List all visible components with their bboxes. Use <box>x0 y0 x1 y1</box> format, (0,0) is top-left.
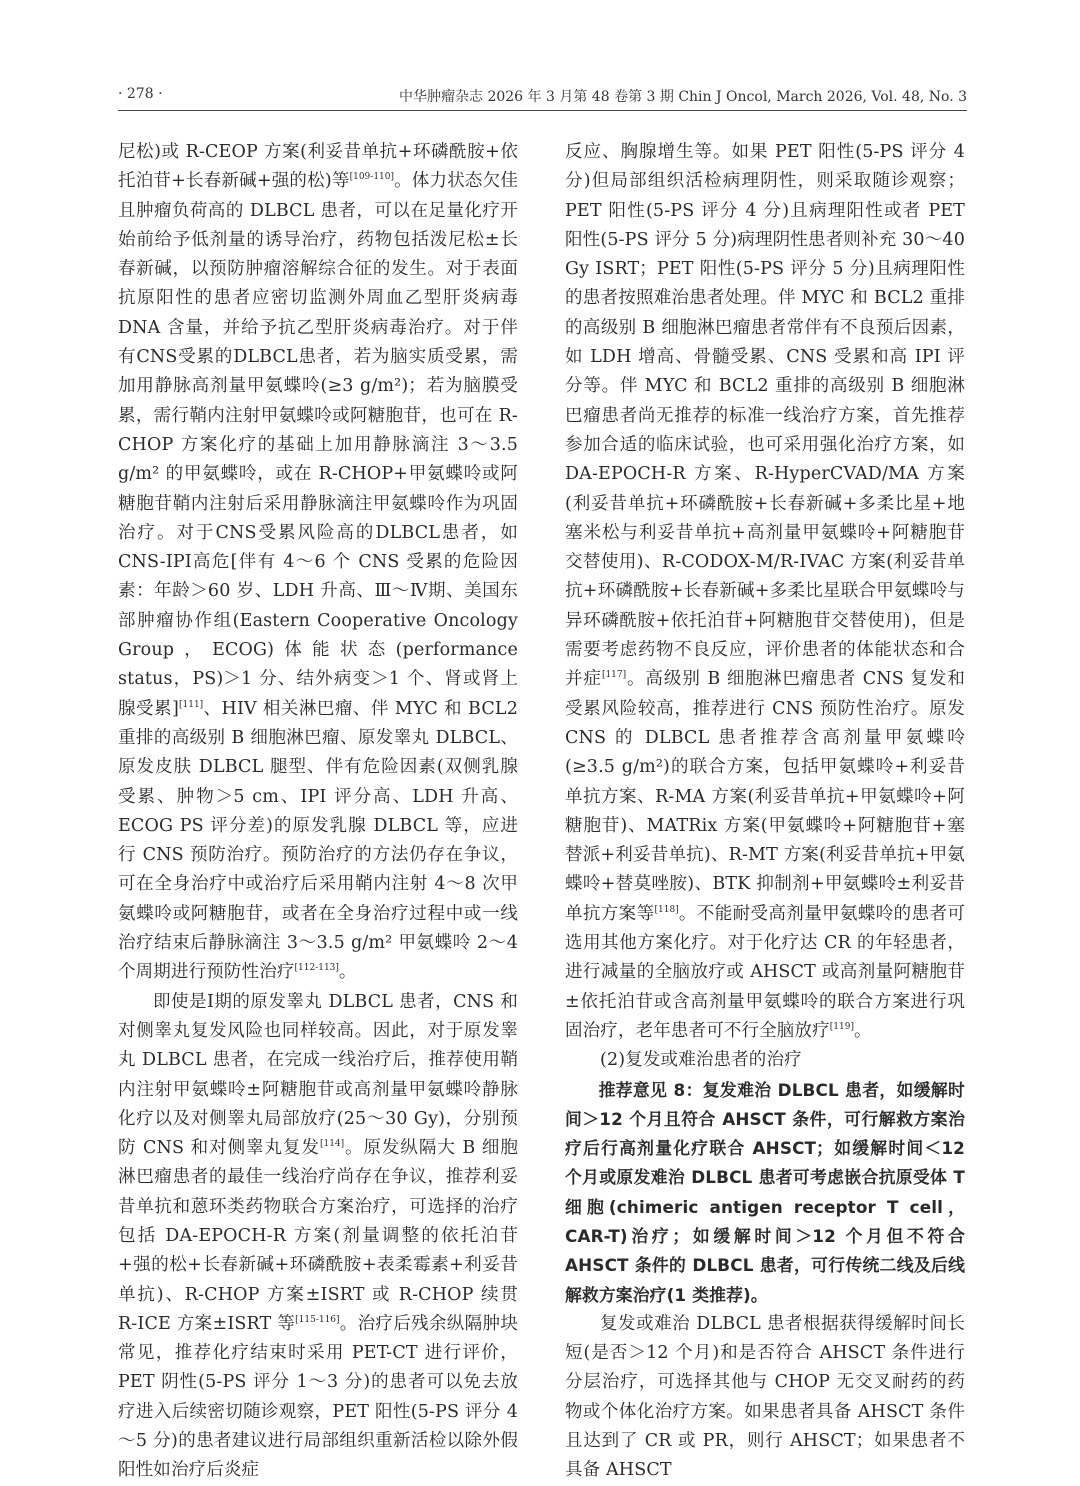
body-text: 。不能耐受高剂量甲氨蝶呤的患者可选用其他方案化疗。对于化疗达 CR 的年轻患者，进行减量的全脑放疗或 AHSCT 或高剂量阿糖胞苷±依托泊苷或含高剂量甲氨蝶呤的联合方案进行巩固治疗，老年患者可不行全脑放疗 <box>565 903 966 1041</box>
section-subheading: (2)复发或难治患者的治疗 <box>600 1050 802 1071</box>
body-text: 反应、胸腺增生等。如果 PET 阳性(5-PS 评分 4 分)但局部组织活检病理阴性，则采取随诊观察；PET 阳性(5-PS 评分 4 分)且病理阳性或者 PET 阳性(5-PS 评分 5 分)病理阴性患者则补充 30～40 Gy ISRT；PET 阳性(5-PS 评分 5 分)且病理阳性的患者按照难治患者处理。伴 MYC 和 BCL2 重排的高级别 B 细胞淋巴瘤患者常伴有不良预后因素，如 LDH 增高、骨髓受累、CNS 受累和高 IPI 评分等。伴 MYC 和 BCL2 重排的高级别 B 细胞淋巴瘤患者尚无推荐的标准一线治疗方案，首先推荐参加合适的临床试验，也可采用强化治疗方案，如 DA-EPOCH-R 方案、R-HyperCVAD/MA 方案(利妥昔单抗+环磷酰胺+长春新碱+多柔比星+地塞米松与利妥昔单抗+高剂量甲氨蝶呤+阿糖胞苷交替使用)、R-CODOX-M/R-IVAC 方案(利妥昔单抗+环磷酰胺+长春新碱+多柔比星联合甲氨蝶呤与异环磷酰胺+依托泊苷+阿糖胞苷交替使用)，但是需要考虑药物不良反应，评价患者的体能状态和合并症 <box>565 142 965 690</box>
body-text: 。 <box>338 962 357 983</box>
body-text: 。体力状态欠佳且肿瘤负荷高的 DLBCL 患者，可以在足量化疗开始前给予低剂量的诱导治疗，药物包括泼尼松±长春新碱，以预防肿瘤溶解综合征的发生。对于表面抗原阳性的患者应密切监测外周血乙型肝炎病毒 DNA 含量，并给予抗乙型肝炎病毒治疗。对于伴有CNS受累的DLBCL患者，若为脑实质受累，需加用静脉高剂量甲氨蝶呤(≥3 g/m²)；若为脑膜受累，需行鞘内注射甲氨蝶呤或阿糖胞苷，也可在 R-CHOP 方案化疗的基础上加用静脉滴注 3～3.5 g/m² 的甲氨蝶呤，或在 R-CHOP+甲氨蝶呤或阿糖胞苷鞘内注射后采用静脉滴注甲氨蝶呤作为巩固治疗。对于CNS受累风险高的DLBCL患者，如CNS-IPI高危[伴有 4～6 个 CNS 受累的危险因素：年龄＞60 岁、LDH 升高、Ⅲ～Ⅳ期、美国东部肿瘤协作组(Eastern Cooperative Oncology Group，ECOG)体能状态(performance status，PS)＞1 分、结外病变＞1 个、肾或肾上腺受累] <box>118 171 518 719</box>
citation-ref: [115-116] <box>295 1314 340 1325</box>
body-text: 即使是Ⅰ期的原发睾丸 DLBCL 患者，CNS 和对侧睾丸复发风险也同样较高。因此，对于原发睾丸 DLBCL 患者，在完成一线治疗后，推荐使用鞘内注射甲氨蝶呤±阿糖胞苷或高剂量甲氨蝶呤静脉化疗以及对侧睾丸局部放疗(25～30 Gy)，分别预防 CNS 和对侧睾丸复发 <box>118 991 518 1159</box>
left-column <box>118 138 518 1486</box>
body-text: 尼松)或 R-CEOP 方案(利妥昔单抗+环磷酰胺+依托泊苷+长春新碱+强的松)等 <box>118 142 518 192</box>
paragraph <box>118 988 518 1486</box>
body-text: 。 <box>853 1020 872 1041</box>
citation-ref: [118] <box>654 904 679 915</box>
journal-citation: 中华肿瘤杂志 2026 年 3 月第 48 卷第 3 期 Chin J Oncol, March 2026, Vol. 48, No. 3 <box>399 89 967 105</box>
recommendation-8: 推荐意见 8：复发难治 DLBCL 患者，如缓解时间＞12 个月且符合 AHSCT 条件，可行解救方案治疗后行高剂量化疗联合 AHSCT；如缓解时间＜12 个月或原发难治 DLBCL 患者可考虑嵌合抗原受体 T 细胞(chimeric antigen receptor T cell，CAR-T)治疗；如缓解时间＞12 个月但不符合 AHSCT 条件的 DLBCL 患者，可行传统二线及后线解救方案治疗(1 类推荐)。 <box>565 1079 965 1305</box>
page-number: · 278 · <box>118 86 163 102</box>
paragraph: 复发或难治 DLBCL 患者根据获得缓解时间长短(是否＞12 个月)和是否符合 AHSCT 条件进行分层治疗，可选择其他与 CHOP 无交叉耐药的药物或个体化治疗方案。如果患者具备 AHSCT 条件且达到了 CR 或 PR，则行 AHSCT；如果患者不具备 AHSCT <box>565 1313 965 1481</box>
body-text: 。治疗后残余纵隔肿块常见，推荐化疗结束时采用 PET-CT 进行评价，PET 阴性(5-PS 评分 1～3 分)的患者可以免去放疗进入后续密切随诊观察，PET 阳性(5-PS 评分 4～5 分)的患者建议进行局部组织重新活检以除外假阳性如治疗后炎症 <box>118 1313 518 1481</box>
right-column <box>565 138 965 1486</box>
body-text: 。高级别 B 细胞淋巴瘤患者 CNS 复发和受累风险较高，推荐进行 CNS 预防性治疗。原发 CNS 的 DLBCL 患者推荐含高剂量甲氨蝶呤(≥3.5 g/m²)的联合方案，包括甲氨蝶呤+利妥昔单抗方案、R-MA 方案(利妥昔单抗+甲氨蝶呤+阿糖胞苷)、MATRix 方案(甲氨蝶呤+阿糖胞苷+塞替派+利妥昔单抗)、R-MT 方案(利妥昔单抗+甲氨蝶呤+替莫唑胺)、BTK 抑制剂+甲氨蝶呤±利妥昔单抗方案等 <box>565 669 965 924</box>
citation-ref: [111] <box>178 699 204 710</box>
body-text: 、HIV 相关淋巴瘤、伴 MYC 和 BCL2 重排的高级别 B 细胞淋巴瘤、原发睾丸 DLBCL、原发皮肤 DLBCL 腿型、伴有危险因素(双侧乳腺受累、肿物＞5 cm、IPI 评分高、LDH 升高、ECOG PS 评分差)的原发乳腺 DLBCL 等，应进行 CNS 预防治疗。预防治疗的方法仍存在争议，可在全身治疗中或治疗后采用鞘内注射 4～8 次甲氨蝶呤或阿糖胞苷，或者在全身治疗过程中或一线治疗结束后静脉滴注 3～3.5 g/m² 甲氨蝶呤 2～4 个周期进行预防性治疗 <box>118 698 518 983</box>
citation-ref: [117] <box>601 670 627 681</box>
citation-ref: [114] <box>319 1139 345 1150</box>
running-header <box>118 86 967 108</box>
citation-ref: [109-110] <box>349 172 395 183</box>
header-rule <box>118 110 967 111</box>
paragraph <box>565 138 965 1046</box>
paragraph <box>118 138 518 988</box>
citation-ref: [112-113] <box>294 963 339 974</box>
body-text: 。原发纵隔大 B 细胞淋巴瘤患者的最佳一线治疗尚存在争议，推荐利妥昔单抗和蒽环类药物联合方案治疗，可选择的治疗包括 DA-EPOCH-R 方案(剂量调整的依托泊苷+强的松+长春新碱+环磷酰胺+表柔霉素+利妥昔单抗)、R-CHOP 方案±ISRT 或 R-CHOP 续贯 R-ICE 方案±ISRT 等 <box>118 1138 518 1334</box>
citation-ref: [119] <box>829 1021 854 1032</box>
